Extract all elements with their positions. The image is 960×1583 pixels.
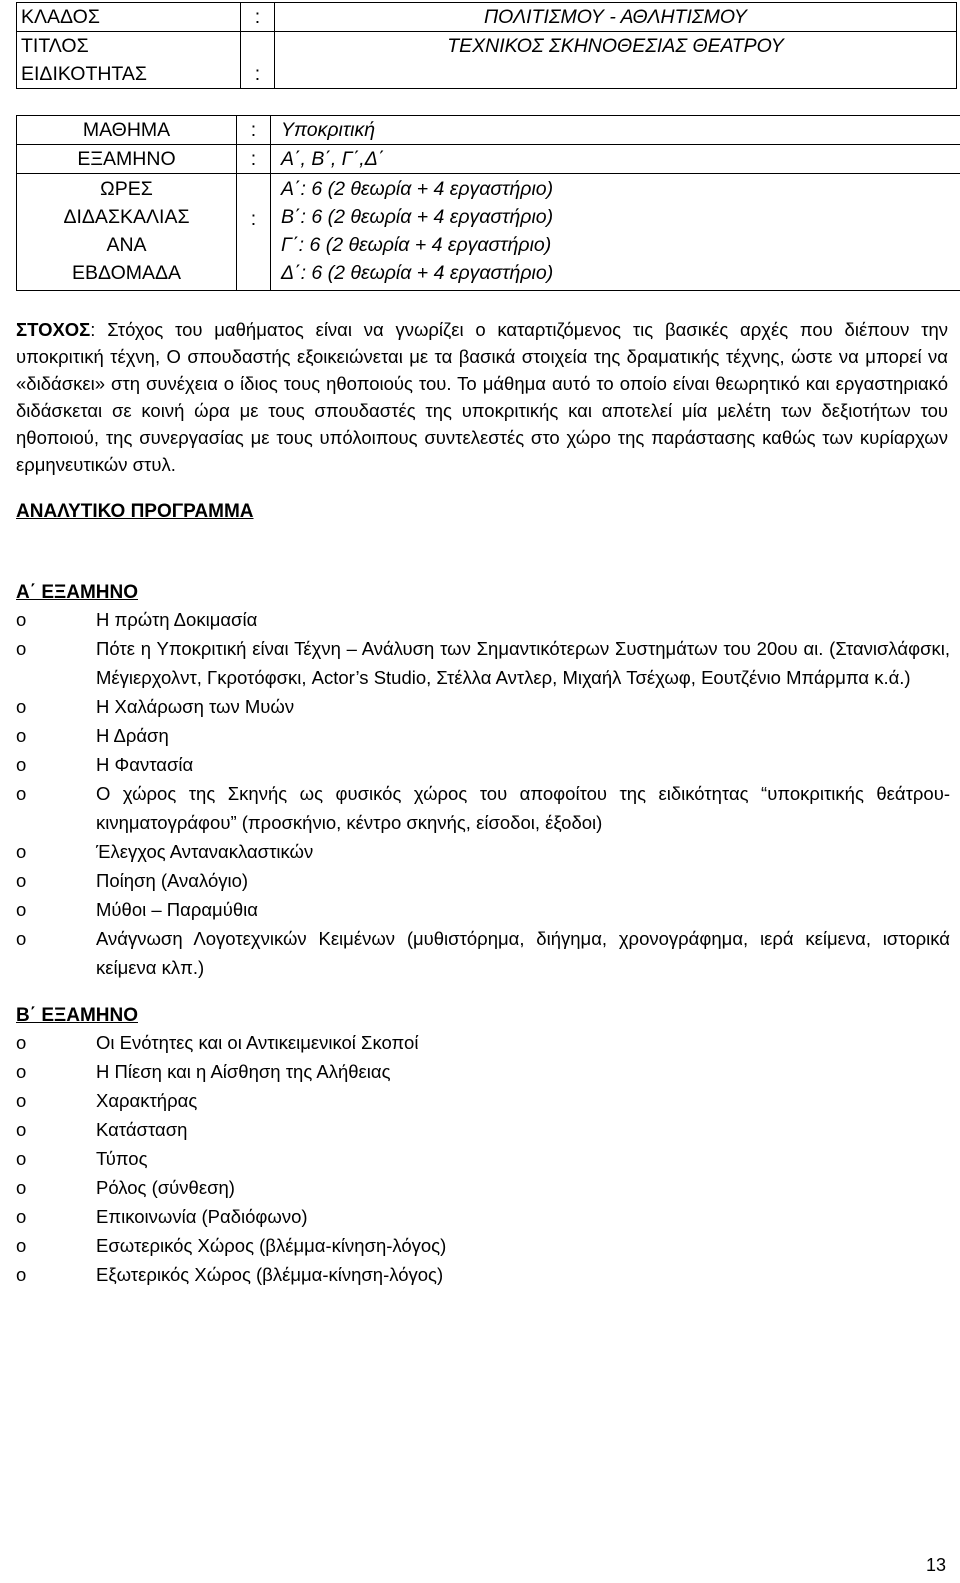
bullet: o <box>16 1090 27 1111</box>
mathima-row <box>17 116 960 145</box>
bullet: o <box>16 1032 27 1053</box>
bullet: o <box>16 696 27 717</box>
bullet: o <box>16 725 27 746</box>
mathima-value: Υποκριτική <box>271 116 960 145</box>
bullet: o <box>16 1119 27 1140</box>
list-item: o Χαρακτήρας <box>16 1086 950 1115</box>
titlos-label-line-2: ΕΙΔΙΚΟΤΗΤΑΣ <box>21 63 147 85</box>
list-item: o Ο χώρος της Σκηνής ως φυσικός χώρος του αποφοίτου της ειδικότητας “υποκριτικής θεάτρου-κινηματογράφου” (προσκήνιο, κέντρο σκηνής, είσοδοι, έξοδοι) <box>16 779 950 837</box>
list-item: o Ανάγνωση Λογοτεχνικών Κειμένων (μυθιστόρημα, διήγημα, χρονογράφημα, ιερά κείμενα, ιστορικά κείμενα κλπ.) <box>16 924 950 982</box>
hours-label-line-4: ΕΒΔΟΜΑΔΑ <box>71 262 182 284</box>
document-page <box>16 2 950 1289</box>
goal-label: ΣΤΟΧΟΣ <box>16 319 91 340</box>
klados-row <box>17 3 957 32</box>
goal-text: : Στόχος του μαθήματος είναι να γνωρίζει ο καταρτιζόμενος τις βασικές αρχές που διέπουν την υποκριτική τέχνη, Ο σπουδαστής εξοικειώνεται με τα βασικά στοιχεία της δραματικής τέχνης, ώστε να μπορεί να «διδάσκει» στη συνέχεια ο ίδιος τους ηθοποιούς του. Το μάθημα αυτό το οποίο είναι θεωρητικό και εργαστηριακό διδάσκεται σε κοινή ώρα με τους σπουδαστές της υποκριτικής και αποτελεί μία μελέτη των δεξιοτήτων του ηθοποιού, της συνεργασίας με τους υπόλοιπους συντελεστές στο χώρο της παράστασης καθώς των κυρίαρχων ερμηνευτικών στυλ. <box>16 319 948 475</box>
semester-b-heading: Β΄ ΕΞΑΜΗΝΟ <box>16 1005 138 1026</box>
list-item: o Οι Ενότητες και οι Αντικειμενικοί Σκοποί <box>16 1028 950 1057</box>
klados-colon: : <box>241 3 275 32</box>
titlos-label <box>17 32 241 89</box>
hours-values <box>271 174 960 291</box>
hours-line-d: Δ΄: 6 (2 θεωρία + 4 εργαστήριο) <box>281 262 554 284</box>
list-item: o Η Φαντασία <box>16 750 950 779</box>
semester-b-list <box>16 1028 950 1289</box>
bullet: o <box>16 1264 27 1285</box>
list-item: o Εξωτερικός Χώρος (βλέμμα-κίνηση-λόγος) <box>16 1260 950 1289</box>
hours-row <box>17 174 960 291</box>
list-item: o Κατάσταση <box>16 1115 950 1144</box>
list-item: o Έλεγχος Αντανακλαστικών <box>16 837 950 866</box>
bullet: o <box>16 1148 27 1169</box>
hours-label-line-2: ΔΙΔΑΣΚΑΛΙΑΣ <box>63 206 190 228</box>
course-table <box>16 115 960 291</box>
semester-a-list <box>16 605 950 982</box>
list-item: o Ρόλος (σύνθεση) <box>16 1173 950 1202</box>
hours-label-line-3: ΑΝΑ <box>106 234 147 256</box>
list-item: o Η Πίεση και η Αίσθηση της Αλήθειας <box>16 1057 950 1086</box>
semester-a-heading: Α΄ ΕΞΑΜΗΝΟ <box>16 582 138 603</box>
hours-label-line-1: ΩΡΕΣ <box>100 178 153 200</box>
mathima-label: ΜΑΘΗΜΑ <box>17 116 237 145</box>
hours-line-c: Γ΄: 6 (2 θεωρία + 4 εργαστήριο) <box>281 234 552 256</box>
list-item: o Μύθοι – Παραμύθια <box>16 895 950 924</box>
bullet: o <box>16 899 27 920</box>
bullet: o <box>16 1177 27 1198</box>
klados-label: ΚΛΑΔΟΣ <box>17 3 241 32</box>
list-item: o Πότε η Υποκριτική είναι Τέχνη – Ανάλυση των Σημαντικότερων Συστημάτων του 20ου αι. (Στανισλάφσκι, Μέγιερχολντ, Γκροτόφσκι, Actor’s Studio, Στέλλα Αντλερ, Μιχαήλ Τσέχωφ, Εουτζένιο Μπάρμπα κ.ά.) <box>16 634 950 692</box>
hours-line-a: Α΄: 6 (2 θεωρία + 4 εργαστήριο) <box>281 178 554 200</box>
bullet: o <box>16 783 27 804</box>
list-item: o Η πρώτη Δοκιμασία <box>16 605 950 634</box>
page-number: 13 <box>926 1555 947 1575</box>
titlos-colon-cell <box>241 32 275 89</box>
goal-paragraph <box>16 316 948 478</box>
analytic-program-heading: ΑΝΑΛΥΤΙΚΟ ΠΡΟΓΡΑΜΜΑ <box>16 501 254 522</box>
titlos-row <box>17 32 957 89</box>
bullet: o <box>16 1235 27 1256</box>
examino-row <box>17 145 960 174</box>
bullet: o <box>16 1061 27 1082</box>
bullet: o <box>16 609 27 630</box>
list-item: o Η Δράση <box>16 721 950 750</box>
header-table <box>16 2 957 89</box>
titlos-label-line-1: ΤΙΤΛΟΣ <box>21 35 89 57</box>
examino-label: ΕΞΑΜΗΝΟ <box>17 145 237 174</box>
examino-value: Α΄, Β΄, Γ΄,Δ΄ <box>271 145 960 174</box>
bullet: o <box>16 870 27 891</box>
list-item: o Τύπος <box>16 1144 950 1173</box>
titlos-value <box>275 32 957 89</box>
bullet: o <box>16 928 27 949</box>
titlos-colon: : <box>254 63 261 85</box>
bullet: o <box>16 638 27 659</box>
bullet: o <box>16 841 27 862</box>
mathima-colon: : <box>237 116 271 145</box>
klados-value: ΠΟΛΙΤΙΣΜΟΥ - ΑΘΛΗΤΙΣΜΟΥ <box>275 3 957 32</box>
bullet: o <box>16 1206 27 1227</box>
list-item: o Ποίηση (Αναλόγιο) <box>16 866 950 895</box>
list-item: o Η Χαλάρωση των Μυών <box>16 692 950 721</box>
list-item: o Επικοινωνία (Ραδιόφωνο) <box>16 1202 950 1231</box>
hours-label <box>17 174 237 291</box>
list-item: o Εσωτερικός Χώρος (βλέμμα-κίνηση-λόγος) <box>16 1231 950 1260</box>
hours-colon: : <box>237 174 271 291</box>
titlos-value-text: ΤΕΧΝΙΚΟΣ ΣΚΗΝΟΘΕΣΙΑΣ ΘΕΑΤΡΟΥ <box>447 35 784 57</box>
examino-colon: : <box>237 145 271 174</box>
hours-line-b: Β΄: 6 (2 θεωρία + 4 εργαστήριο) <box>281 206 554 228</box>
bullet: o <box>16 754 27 775</box>
